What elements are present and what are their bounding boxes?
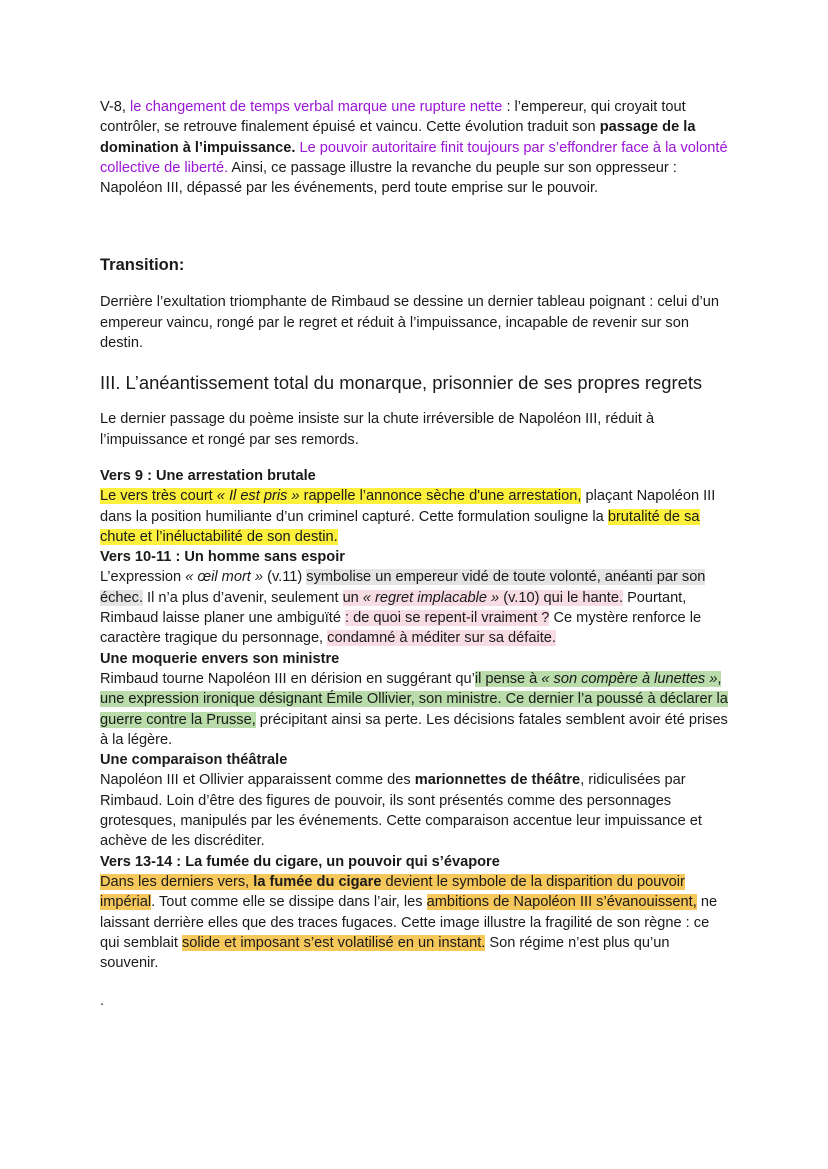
paragraph-moquerie: Rimbaud tourne Napoléon III en dérision en suggérant qu’il pense à « son compère à lunettes », une expression ironique désignant Émile Ollivier, son ministre. Ce dernier l’a poussé à déclarer la guerre contre la Prusse, précipitant ainsi sa perte. Les décisions fatales semblent avoir été prises à la légère. [100,670,728,748]
highlight-gray: symbolise un empereur vidé de toute volonté, anéanti par son échec. [100,569,706,606]
section-title: III. L’anéantissement total du monarque, prisonnier de ses propres regrets [100,372,703,394]
trailing-dot: . [100,993,105,1010]
highlight-yellow: brutalité de sa chute et l’inéluctabilité de son destin. [100,508,700,545]
subheading-vers-9: Vers 9 : Une arrestation brutale [100,467,316,484]
subheading-comparaison: Une comparaison théâtrale [100,752,288,769]
paragraph-v8: V-8, le changement de temps verbal marque une rupture nette : l’empereur, qui croyait tout contrôler, se retrouve finalement épuisé et vaincu. Cette évolution traduit son passage de la domination à l’impuissance. Le pouvoir autoritaire finit toujours par s’effondrer face à la volonté collective de liberté. Ainsi, ce passage illustre la revanche du peuple sur son oppresseur : Napoléon III, dépassé par les événements, perd toute emprise sur le pouvoir. [100,99,728,197]
highlight-orange: Dans les derniers vers, la fumée du cigare devient le symbole de la disparition du pouvoir impérial [100,873,685,911]
subheading-vers-13-14: Vers 13-14 : La fumée du cigare, un pouvoir qui s’évapore [100,853,500,870]
subheading-vers-10-11: Vers 10-11 : Un homme sans espoir [100,549,345,566]
paragraph-vers-10-11: L’expression « œil mort » (v.11) symbolise un empereur vidé de toute volonté, anéanti par son échec. Il n’a plus d’avenir, seulement un « regret implacable » (v.10) qui le hante. Pourtant, Rimbaud laisse planer une ambiguïté : de quoi se repent-il vraiment ? Ce mystère renforce le caractère tragique du personnage, condamné à méditer sur sa défaite. [100,569,706,647]
paragraph-vers-9: Le vers très court « Il est pris » rappelle l’annonce sèche d'une arrestation, plaçant Napoléon III dans la position humiliante d’un criminel capturé. Cette formulation souligne la brutalité de sa chute et l’inéluctabilité de son destin. [100,488,716,545]
transition-heading: Transition: [100,256,185,275]
transition-paragraph: Derrière l’exultation triomphante de Rimbaud se dessine un dernier tableau poignant : celui d’un empereur vaincu, rongé par le regret et réduit à l’impuissance, incapable de revenir sur son destin. [100,294,719,352]
highlight-pink: un « regret implacable » (v.10) qui le hante. [342,589,624,606]
highlight-orange: ambitions de Napoléon III s’évanouissent, [426,894,697,911]
highlight-yellow: Le vers très court « Il est pris » rappelle l’annonce sèche d'une arrestation, [100,488,582,505]
subheading-moquerie: Une moquerie envers son ministre [100,650,340,667]
section-intro: Le dernier passage du poème insiste sur la chute irréversible de Napoléon III, réduit à l’impuissance et rongé par ses remords. [100,411,655,448]
highlight-pink: condamné à méditer sur sa défaite. [327,630,556,647]
purple-text: le changement de temps verbal marque une rupture nette [130,99,503,115]
paragraph-comparaison: Napoléon III et Ollivier apparaissent comme des marionnettes de théâtre, ridiculisées par Rimbaud. Loin d’être des figures de pouvoir, ils sont présentés comme des personnages grotesques, manipulés par les événements. Cette comparaison accentue leur impuissance et achève de les discréditer. [100,772,702,850]
highlight-pink: : de quoi se repent-il vraiment ? [345,610,550,627]
document-body [100,97,730,1012]
purple-text: Le pouvoir autoritaire finit toujours par s’effondrer face à la volonté collective de liberté. [100,139,728,176]
highlight-green: il pense à « son compère à lunettes », une expression ironique désignant Émile Ollivier, son ministre. Ce dernier l’a poussé à déclarer la guerre contre la Prusse, [100,670,728,728]
analysis-block [100,466,730,973]
paragraph-vers-13-14: Dans les derniers vers, la fumée du cigare devient le symbole de la disparition du pouvoir impérial. Tout comme elle se dissipe dans l’air, les ambitions de Napoléon III s’évanouissent, ne laissant derrière elles que des traces fugaces. Cette image illustre la fragilité de son règne : ce qui semblait solide et imposant s’est volatilisé en un instant. Son régime n’est plus qu’un souvenir. [100,873,718,972]
highlight-orange: solide et imposant s’est volatilisé en un instant. [181,934,486,951]
